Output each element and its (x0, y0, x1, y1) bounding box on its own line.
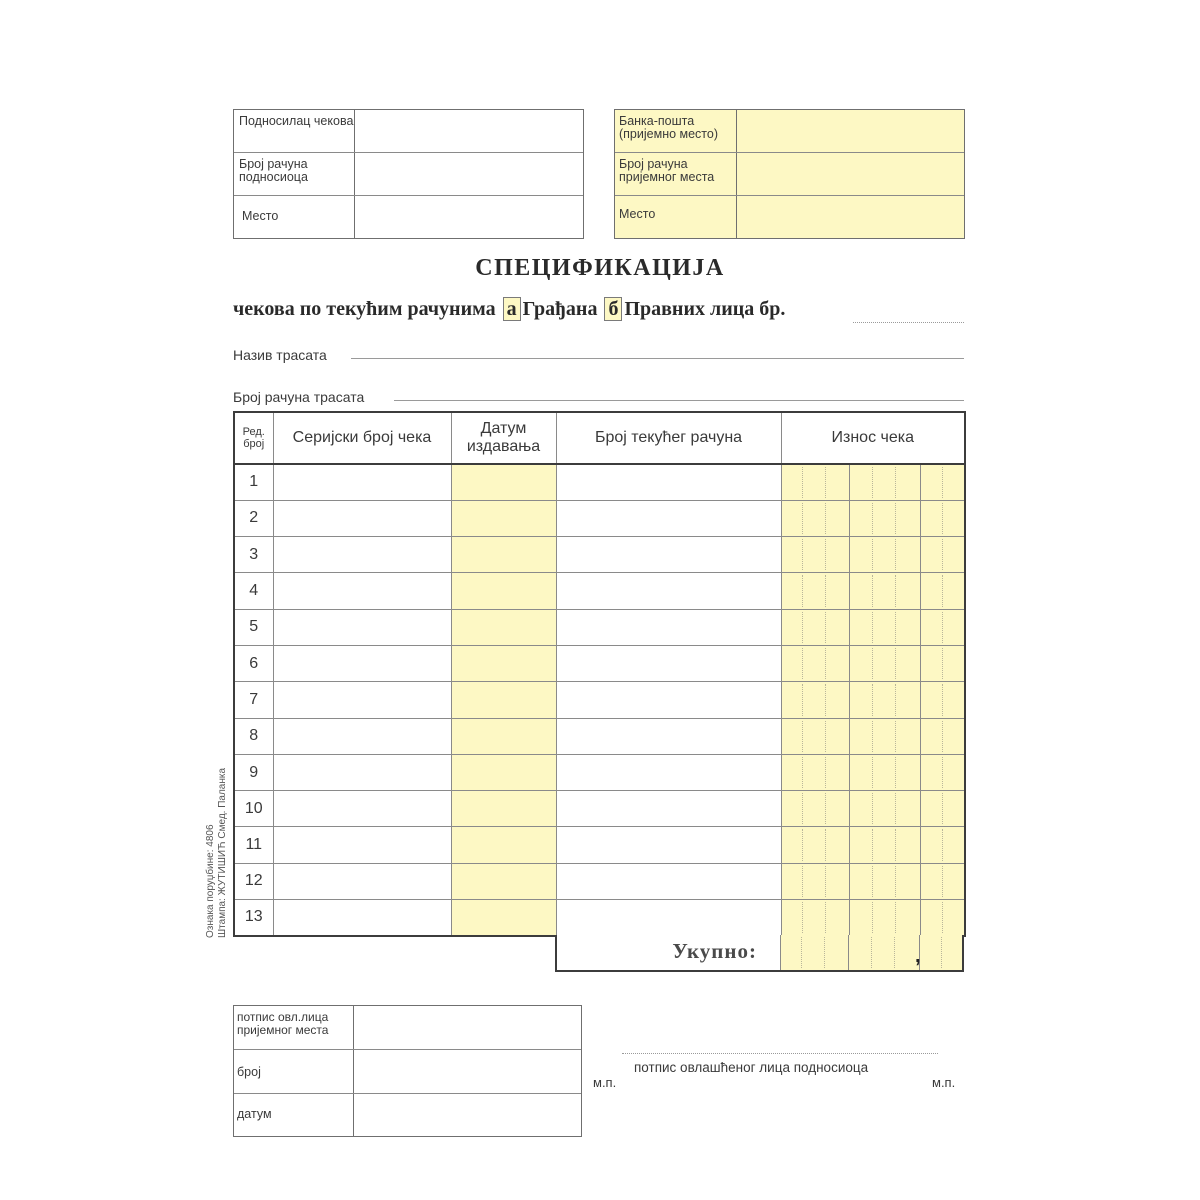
submitter-account-label: Број рачуна подносиоца (234, 153, 355, 195)
table-row (234, 573, 965, 609)
total-label: Укупно: (672, 939, 757, 963)
serial-number-cell[interactable] (273, 827, 451, 863)
option-b-label: Правних лица бр. (624, 298, 786, 320)
receipt-signature-field[interactable] (354, 1006, 581, 1049)
account-number-cell[interactable] (556, 827, 781, 863)
issue-date-cell[interactable] (451, 718, 556, 754)
account-number-cell[interactable] (556, 464, 781, 500)
drawee-name-field[interactable] (351, 358, 964, 359)
drawee-name-label: Назив трасата (233, 347, 327, 363)
serial-number-cell[interactable] (273, 573, 451, 609)
row-number: 1 (234, 464, 273, 500)
account-number-cell[interactable] (556, 900, 781, 936)
row-number: 12 (234, 863, 273, 899)
receipt-number-field[interactable] (354, 1050, 581, 1093)
table-row (234, 609, 965, 645)
subtitle (233, 297, 785, 321)
header-check-amount: Износ чека (781, 412, 965, 464)
amount-cell[interactable] (781, 609, 965, 645)
subtitle-prefix: чекова по текућим рачунима (233, 298, 496, 320)
submitter-account-field[interactable] (355, 153, 583, 195)
row-number: 9 (234, 754, 273, 790)
issue-date-cell[interactable] (451, 573, 556, 609)
amount-cell[interactable] (781, 500, 965, 536)
row-number: 10 (234, 791, 273, 827)
drawee-account-label: Број рачуна трасата (233, 389, 365, 405)
serial-number-cell[interactable] (273, 791, 451, 827)
submitter-account-row (234, 153, 583, 196)
issue-date-cell[interactable] (451, 609, 556, 645)
amount-cell[interactable] (781, 863, 965, 899)
account-number-cell[interactable] (556, 573, 781, 609)
row-number: 11 (234, 827, 273, 863)
serial-number-cell[interactable] (273, 718, 451, 754)
receipt-number-row (234, 1050, 581, 1094)
account-number-cell[interactable] (556, 754, 781, 790)
issue-date-cell[interactable] (451, 682, 556, 718)
page-title: СПЕЦИФИКАЦИЈА (475, 255, 725, 281)
account-number-cell[interactable] (556, 718, 781, 754)
receipt-date-field[interactable] (354, 1094, 581, 1136)
table-row (234, 682, 965, 718)
submitter-place-label: Место (234, 196, 355, 238)
serial-number-cell[interactable] (273, 645, 451, 681)
stamp-left-label: м.п. (593, 1075, 617, 1090)
amount-cell[interactable] (781, 718, 965, 754)
bank-place-label: Место (615, 196, 737, 238)
table-row (234, 464, 965, 500)
receipt-signature-row (234, 1006, 581, 1050)
serial-number-cell[interactable] (273, 537, 451, 573)
signature-field[interactable] (622, 1053, 938, 1054)
bank-field[interactable] (737, 110, 964, 152)
checks-table (233, 411, 966, 937)
total-amount-field[interactable] (780, 935, 962, 970)
issue-date-cell[interactable] (451, 863, 556, 899)
account-number-cell[interactable] (556, 537, 781, 573)
serial-number-cell[interactable] (273, 682, 451, 718)
table-row (234, 500, 965, 536)
submitter-place-row (234, 196, 583, 238)
amount-cell[interactable] (781, 573, 965, 609)
issue-date-cell[interactable] (451, 645, 556, 681)
bank-account-row (615, 153, 964, 196)
submitter-row (234, 110, 583, 153)
table-row (234, 537, 965, 573)
option-a-checkbox[interactable]: а (503, 297, 521, 321)
receipt-signature-label: потпис овл.лица пријемног места (234, 1006, 354, 1049)
receipt-date-row (234, 1094, 581, 1136)
issue-date-cell[interactable] (451, 537, 556, 573)
row-number: 2 (234, 500, 273, 536)
issue-date-cell[interactable] (451, 900, 556, 936)
serial-number-cell[interactable] (273, 609, 451, 645)
amount-cell[interactable] (781, 537, 965, 573)
header-serial-number: Серијски број чека (273, 412, 451, 464)
issue-date-cell[interactable] (451, 791, 556, 827)
account-number-cell[interactable] (556, 645, 781, 681)
drawee-account-field[interactable] (394, 400, 964, 401)
row-number: 7 (234, 682, 273, 718)
total-row (555, 935, 964, 972)
signature-label: потпис овлашћеног лица подносиоца (634, 1060, 869, 1075)
table-row (234, 827, 965, 863)
serial-number-cell[interactable] (273, 863, 451, 899)
receipt-date-label: датум (234, 1094, 354, 1136)
bank-account-field[interactable] (737, 153, 964, 195)
serial-number-cell[interactable] (273, 754, 451, 790)
option-a-label: Грађана (522, 298, 598, 320)
serial-number-cell[interactable] (273, 900, 451, 936)
table-row (234, 863, 965, 899)
header-account-number: Број текућег рачуна (556, 412, 781, 464)
option-b-checkbox[interactable]: б (604, 297, 622, 321)
issue-date-cell[interactable] (451, 500, 556, 536)
bank-place-row (615, 196, 964, 238)
amount-cell[interactable] (781, 682, 965, 718)
table-row (234, 791, 965, 827)
table-header-row (234, 412, 965, 464)
bank-place-field[interactable] (737, 196, 964, 238)
receipt-box (233, 1005, 582, 1137)
issue-date-cell[interactable] (451, 464, 556, 500)
receipt-number-label: број (234, 1050, 354, 1093)
order-mark-text: Ознака поруџбине: 4806 (205, 824, 216, 938)
serial-number-cell[interactable] (273, 464, 451, 500)
table-row (234, 900, 965, 936)
submitter-place-field[interactable] (355, 196, 583, 238)
header-row-number: Ред. број (234, 412, 273, 464)
stamp-right-label: м.п. (932, 1075, 956, 1090)
amount-cell[interactable] (781, 464, 965, 500)
amount-cell[interactable] (781, 645, 965, 681)
issue-date-cell[interactable] (451, 827, 556, 863)
issue-date-cell[interactable] (451, 754, 556, 790)
printer-text: Штампа: ЖУТИШИЋ Смед. Паланка (217, 767, 228, 938)
submitter-label: Подносилац чекова (234, 110, 355, 152)
amount-cell[interactable] (781, 900, 965, 936)
row-number: 3 (234, 537, 273, 573)
bank-row (615, 110, 964, 153)
amount-cell[interactable] (781, 754, 965, 790)
amount-cell[interactable] (781, 827, 965, 863)
account-number-cell[interactable] (556, 609, 781, 645)
decimal-separator: , (915, 945, 921, 967)
account-number-cell[interactable] (556, 863, 781, 899)
row-number: 5 (234, 609, 273, 645)
account-number-cell[interactable] (556, 682, 781, 718)
submitter-field[interactable] (355, 110, 583, 152)
bank-account-label: Број рачуна пријемног места (615, 153, 737, 195)
row-number: 8 (234, 718, 273, 754)
document-number-field[interactable] (853, 322, 964, 323)
bank-label: Банка-пошта (пријемно место) (615, 110, 737, 152)
row-number: 4 (234, 573, 273, 609)
row-number: 13 (234, 900, 273, 936)
serial-number-cell[interactable] (273, 500, 451, 536)
submitter-box (233, 109, 584, 239)
account-number-cell[interactable] (556, 791, 781, 827)
amount-cell[interactable] (781, 791, 965, 827)
bank-box (614, 109, 965, 239)
table-row (234, 718, 965, 754)
account-number-cell[interactable] (556, 500, 781, 536)
header-issue-date: Датум издавања (451, 412, 556, 464)
row-number: 6 (234, 645, 273, 681)
table-row (234, 645, 965, 681)
table-row (234, 754, 965, 790)
